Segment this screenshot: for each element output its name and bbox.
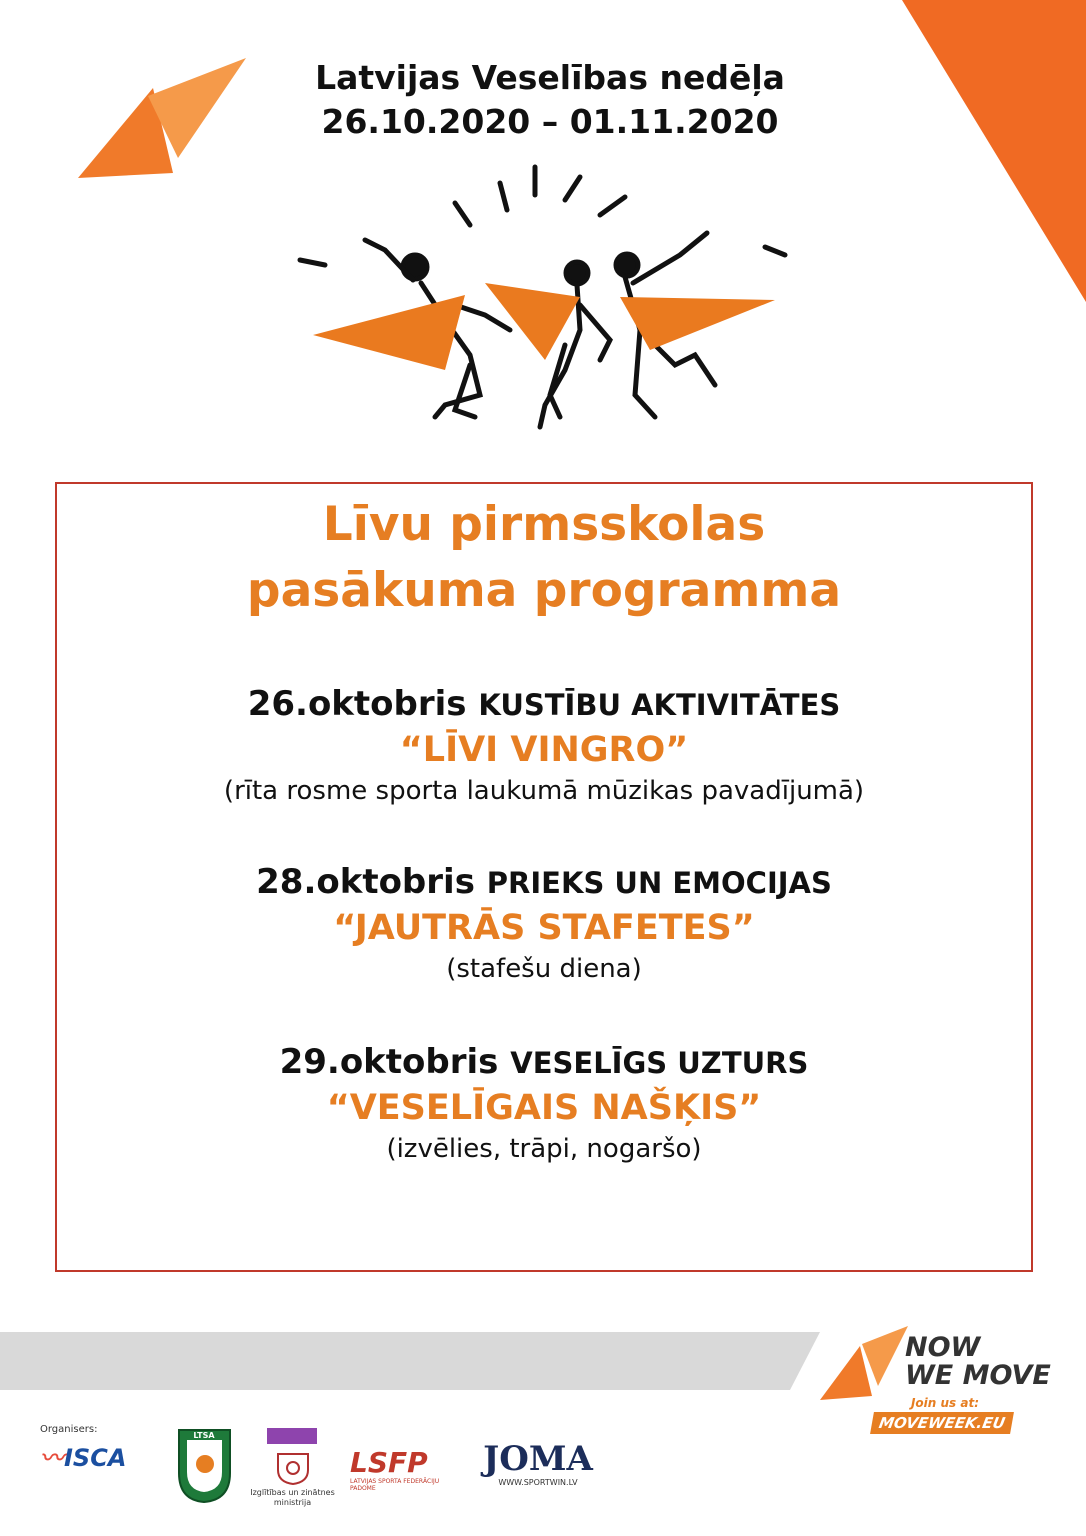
program-title-line2: pasākuma programma [246,563,842,618]
ministry-caption [250,1488,335,1508]
joma-logo [478,1440,598,1487]
joma-caption: WWW.SPORTWIN.LV [498,1478,578,1487]
now-we-move-wordmark [905,1334,1051,1390]
isca-logo: 〰ISCA [40,1444,127,1472]
page-header [200,56,900,144]
isca-wordmark: ISCA [64,1444,127,1472]
event-category: KUSTĪBU AKTIVITĀTES [478,688,841,722]
event-date: 28.oktobris [256,862,475,902]
ltsa-logo-icon [177,1428,232,1504]
footer-band [0,1332,830,1392]
join-us-label: Join us at: [910,1396,980,1410]
event-category: VESELĪGS UZTURS [510,1046,809,1080]
event-name: “VESELĪGAIS NAŠĶIS” [326,1088,762,1128]
event-description: (rīta rosme sporta laukumā mūzikas pavadījumā) [223,776,865,806]
event-item [55,682,1033,809]
event-header [55,682,1033,727]
organisers-label: Organisers: [40,1424,98,1435]
event-description: (stafešu diena) [446,954,642,984]
lsfp-wordmark: LSFP [350,1446,428,1479]
now-we-move-logo-icon [820,1326,910,1402]
moveweek-link[interactable]: MOVEWEEK.EU [870,1412,1014,1434]
ministry-line1: Izglītības un zinātnes [250,1488,335,1497]
lsfp-caption: LATVIJAS SPORTA FEDERĀCIJU PADOME [350,1478,440,1492]
ministry-coat-of-arms-icon [270,1450,316,1486]
event-header [55,860,1033,905]
event-category: PRIEKS UN EMOCIJAS [486,866,832,900]
event-date: 29.oktobris [279,1042,499,1082]
event-name: “JAUTRĀS STAFETES” [333,908,755,948]
ministry-line2: ministrija [273,1498,312,1507]
header-date-range: 26.10.2020 – 01.11.2020 [321,102,779,141]
ministry-color-bar [267,1428,317,1444]
lsfp-logo [350,1448,460,1492]
event-item [55,1040,1033,1167]
program-title-line1: Līvu pirmsskolas [322,497,766,552]
program-title [55,492,1033,624]
event-name: “LĪVI VINGRO” [399,730,689,770]
event-header [55,1040,1033,1085]
campaign-line1: NOW [905,1332,981,1363]
event-date: 26.oktobris [247,684,467,724]
joma-wordmark: JOMA [483,1439,593,1479]
header-event-title: Latvijas Veselības nedēļa [315,58,785,97]
dancing-figures-illustration [295,155,795,445]
ltsa-wordmark: LTSA [193,1431,215,1440]
campaign-line2: WE MOVE [905,1360,1051,1391]
event-description: (izvēlies, trāpi, nogaršo) [386,1134,702,1164]
event-item [55,860,1033,987]
